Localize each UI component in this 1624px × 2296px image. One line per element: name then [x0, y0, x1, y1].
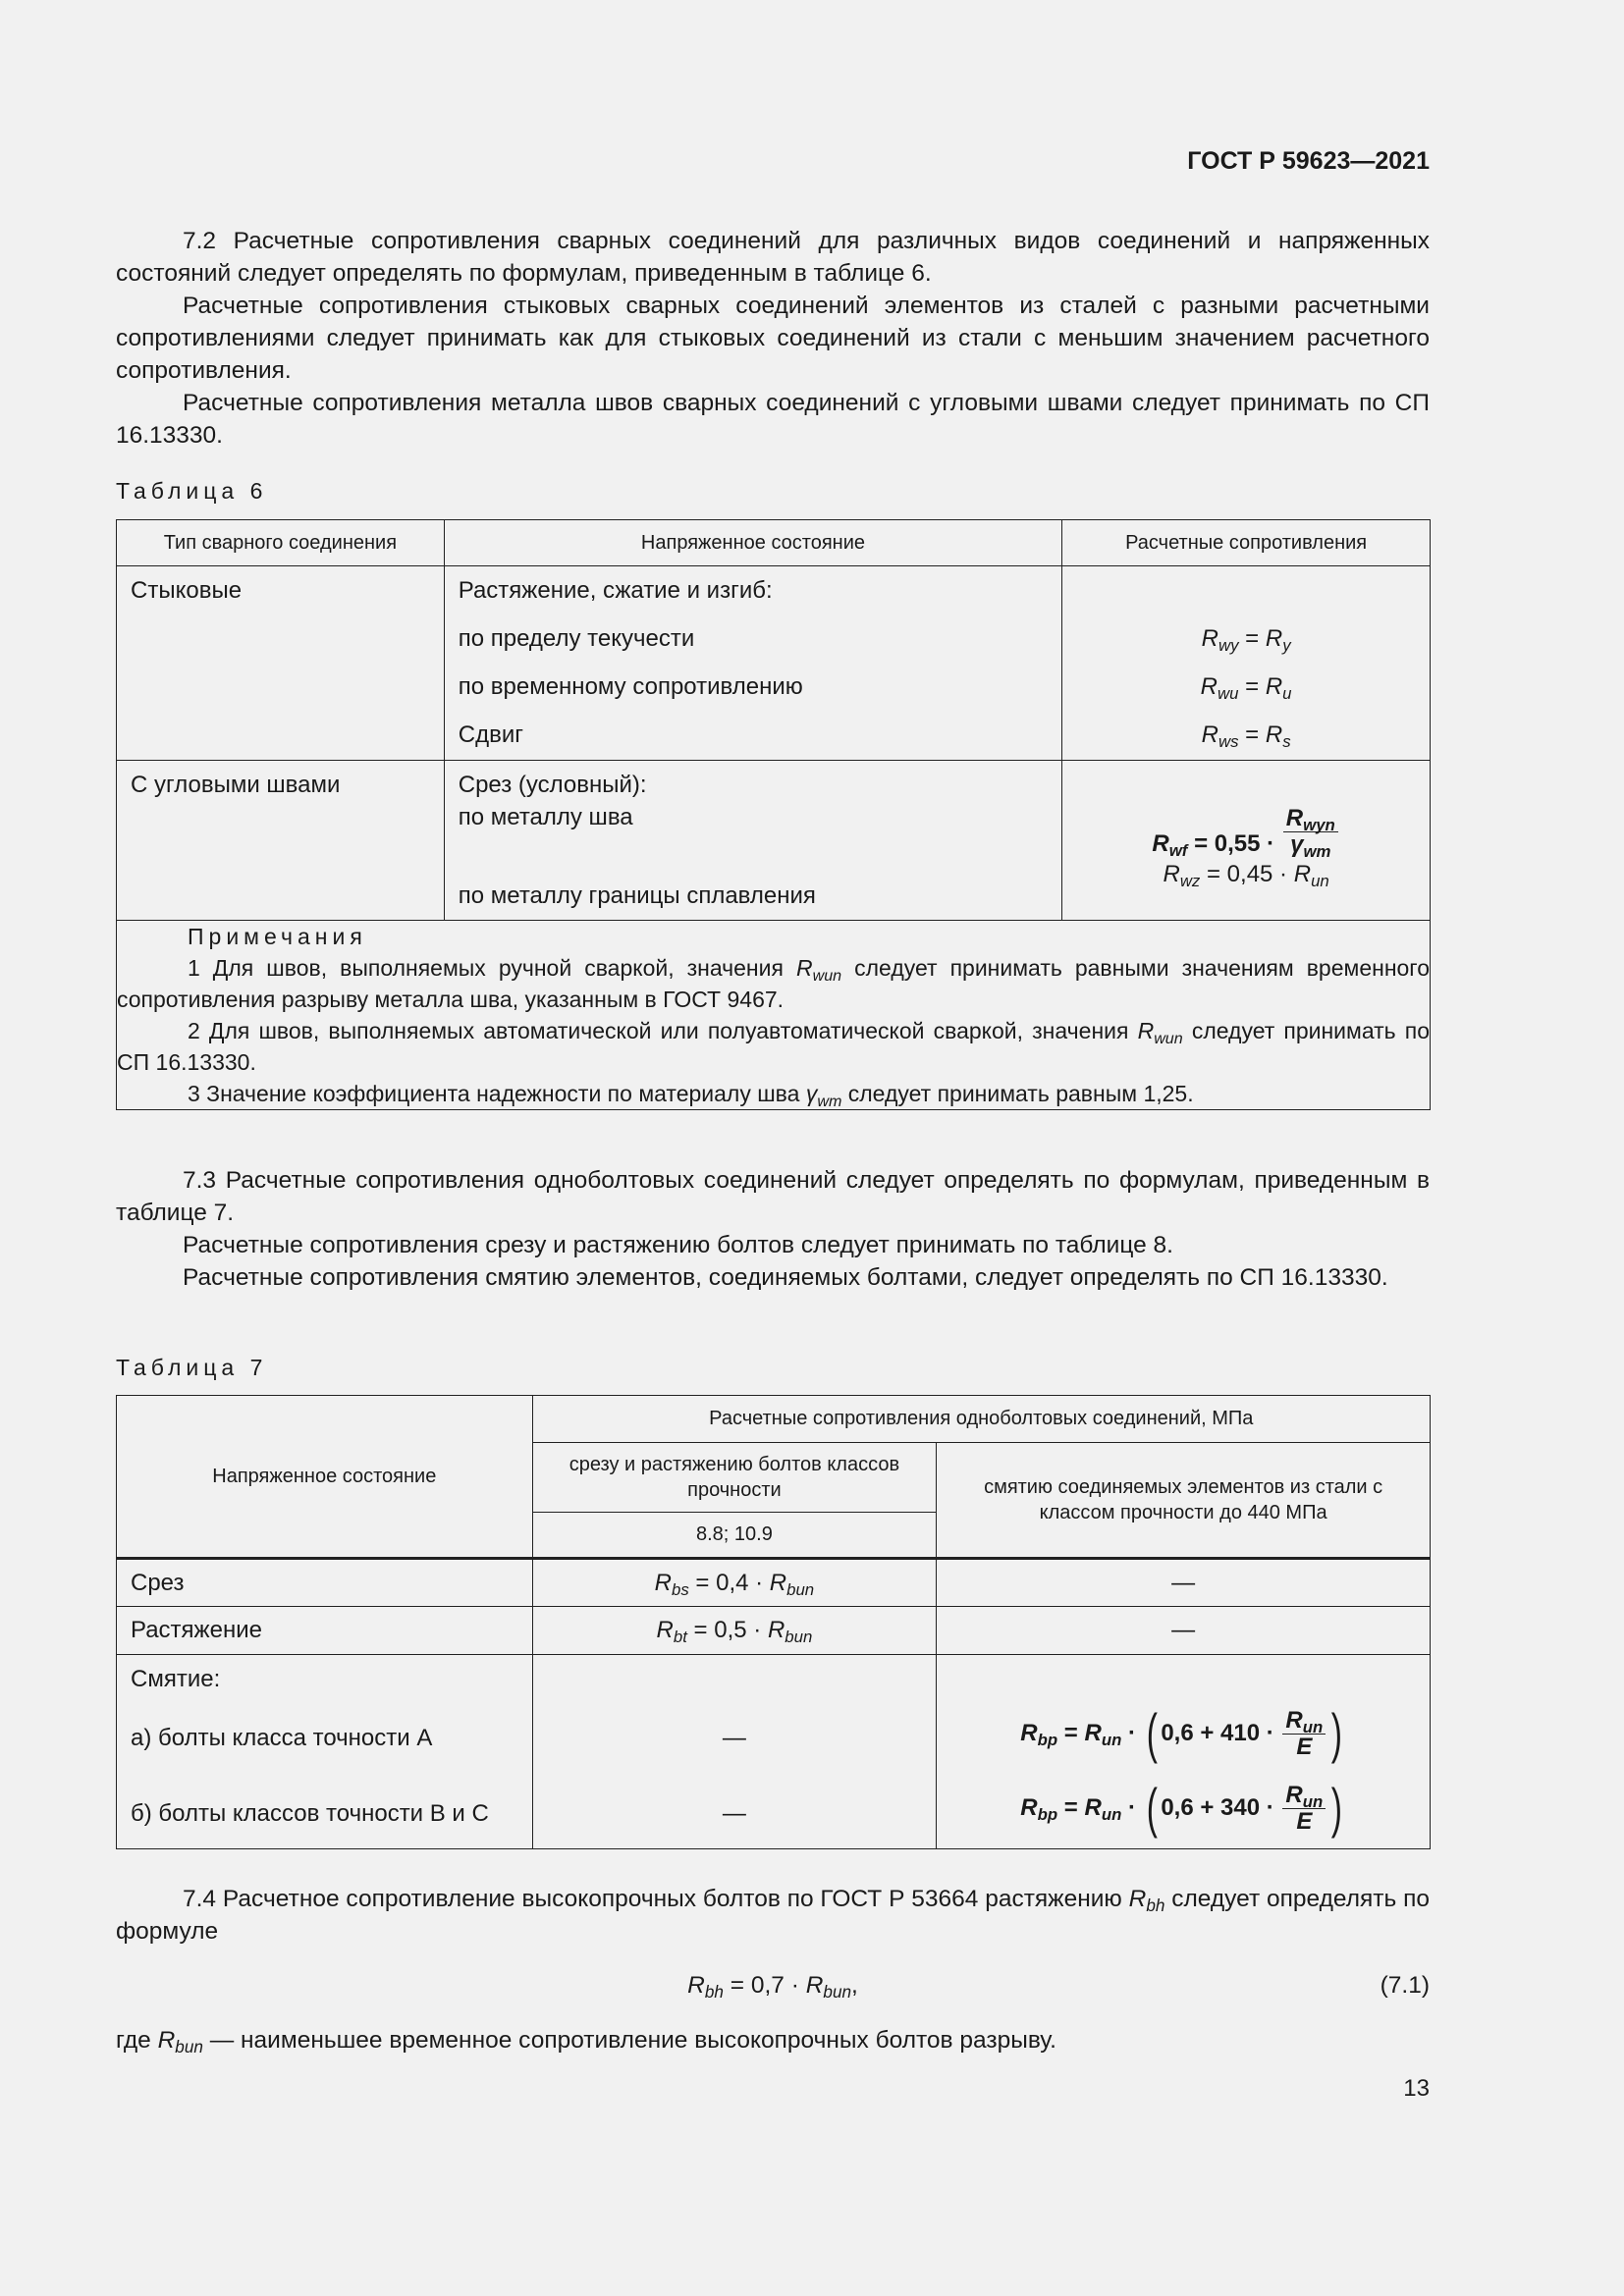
- cell-text: Сдвиг: [458, 721, 523, 748]
- formula-bp-b: $R_{bp}$ = $R_{un}$ · ( 0,6 + 340 · $\frac{R_{un}}{E}$ ): [1020, 1777, 1343, 1839]
- table-header-row: [117, 1396, 1431, 1443]
- cell-text: Срез: [117, 1559, 533, 1607]
- cell-text: б) болты классов точности В и С: [131, 1800, 489, 1827]
- column-header: Расчетные сопротивления: [1062, 520, 1431, 566]
- paragraph: Расчетные сопротивления срезу и растяжению болтов следует принимать по таблице 8.: [183, 1232, 1173, 1258]
- formula: $R_{ws} = R_s$: [1201, 721, 1291, 751]
- paragraph: 7.2 Расчетные сопротивления сварных соединений для различных видов соединений и напряженных состояний следует определять по формулам, приведенным в таблице 6.: [116, 228, 1430, 287]
- cell-text: по временному сопротивлению: [458, 673, 803, 700]
- notes-row: [117, 921, 1431, 1110]
- formula: $R_{wy} = R_y$: [1201, 625, 1291, 655]
- paragraph: 7.4 Расчетное сопротивление высокопрочных болтов по ГОСТ Р 53664 растяжению $R_{bh}$ следует определять по формуле: [116, 1886, 1430, 1945]
- table-row: [117, 1607, 1431, 1655]
- section-7-3: [116, 1164, 1430, 1294]
- cell-text: Растяжение, сжатие и изгиб:: [458, 577, 773, 604]
- paragraph: Расчетные сопротивления стыковых сварных соединений элементов из сталей с разными расчетными сопротивлениями следует принимать как для стыковых соединений из стали с меньшим значением расчетного сопротивления.: [116, 293, 1430, 384]
- cell-text: по пределу текучести: [458, 625, 695, 652]
- formula-wf: $R_{wf}$ = 0,55 · $\frac{R_{wyn}}{\gamma_{wm}}$: [1062, 769, 1430, 858]
- section-7-2: [116, 225, 1430, 452]
- formula: $R_{bs} = 0,4 \cdot R_{bun}$: [532, 1559, 937, 1607]
- table-row: [117, 1559, 1431, 1607]
- cell-text: Растяжение: [117, 1607, 533, 1655]
- table-row: [117, 566, 1431, 761]
- note-3: 3 Значение коэффициента надежности по материалу шва $\gamma_{wm}$ следует принимать равным 1,25.: [188, 1081, 1194, 1110]
- paragraph: где $R_{bun}$ — наименьшее временное сопротивление высокопрочных болтов разрыву.: [116, 2027, 1056, 2056]
- equation-number: (7.1): [1380, 1972, 1430, 1999]
- cell-text: —: [937, 1559, 1431, 1607]
- page-number: 13: [1403, 2075, 1430, 2102]
- table-header-row: [117, 520, 1431, 566]
- column-group-header: Расчетные сопротивления одноболтовых соединений, МПа: [532, 1396, 1430, 1443]
- cell-text: —: [722, 1725, 746, 1751]
- cell-text: Срез (условный):: [458, 772, 647, 798]
- note-1: 1 Для швов, выполняемых ручной сваркой, значения $R_{wun}$ следует принимать равными значениям временного сопротивления разрыву металла шва, указанным в ГОСТ 9467.: [117, 955, 1430, 1012]
- note-2: 2 Для швов, выполняемых автоматической или полуавтоматической сваркой, значения $R_{wun}$ следует принимать по СП 16.13330.: [117, 1018, 1430, 1075]
- formula: $R_{wu} = R_u$: [1200, 673, 1292, 703]
- column-header: Напряженное состояние: [444, 520, 1061, 566]
- cell-text: —: [937, 1607, 1431, 1655]
- cell-text: по металлу шва: [458, 804, 633, 830]
- column-header: Напряженное состояние: [117, 1396, 533, 1559]
- equation-7-1: [116, 1969, 1430, 2002]
- formula: $R_{bt} = 0,5 \cdot R_{bun}$: [532, 1607, 937, 1655]
- cell-text: Смятие:: [131, 1666, 221, 1692]
- document-code: ГОСТ Р 59623—2021: [1187, 147, 1430, 175]
- equation-body: $R_{bh} = 0,7 \cdot R_{bun}$,: [687, 1972, 858, 2002]
- cell-text: по металлу границы сплавления: [458, 882, 816, 909]
- section-7-4: [116, 1883, 1430, 1948]
- cell-text: Стыковые: [131, 577, 243, 604]
- column-header: Тип сварного соединения: [117, 520, 445, 566]
- cell-text: С угловыми швами: [131, 772, 341, 798]
- formula-wz: $R_{wz} = 0,45 \cdot R_{un}$: [1163, 861, 1329, 890]
- cell-text: —: [722, 1800, 746, 1827]
- table-6: [116, 519, 1431, 1110]
- table7-caption: Таблица 7: [116, 1355, 268, 1380]
- table-row: [117, 1655, 1431, 1849]
- column-header: срезу и растяжению болтов классов прочности: [532, 1443, 937, 1513]
- column-header: смятию соединяемых элементов из стали с классом прочности до 440 МПа: [937, 1443, 1431, 1559]
- column-header: 8.8; 10.9: [532, 1513, 937, 1559]
- where-clause: [116, 2024, 1430, 2056]
- table-row: [117, 761, 1431, 921]
- table6-caption: Таблица 6: [116, 478, 268, 504]
- notes-title: Примечания: [188, 924, 367, 949]
- paragraph: Расчетные сопротивления смятию элементов, соединяемых болтами, следует определять по СП 16.13330.: [183, 1264, 1388, 1291]
- table-7: [116, 1395, 1431, 1849]
- cell-text: а) болты класса точности А: [131, 1725, 433, 1751]
- paragraph: Расчетные сопротивления металла швов сварных соединений с угловыми швами следует принимать по СП 16.13330.: [116, 390, 1430, 449]
- formula-bp-a: $R_{bp}$ = $R_{un}$ · ( 0,6 + 410 · $\frac{R_{un}}{E}$ ): [1020, 1702, 1343, 1764]
- paragraph: 7.3 Расчетные сопротивления одноболтовых соединений следует определять по формулам, приведенным в таблице 7.: [116, 1167, 1430, 1226]
